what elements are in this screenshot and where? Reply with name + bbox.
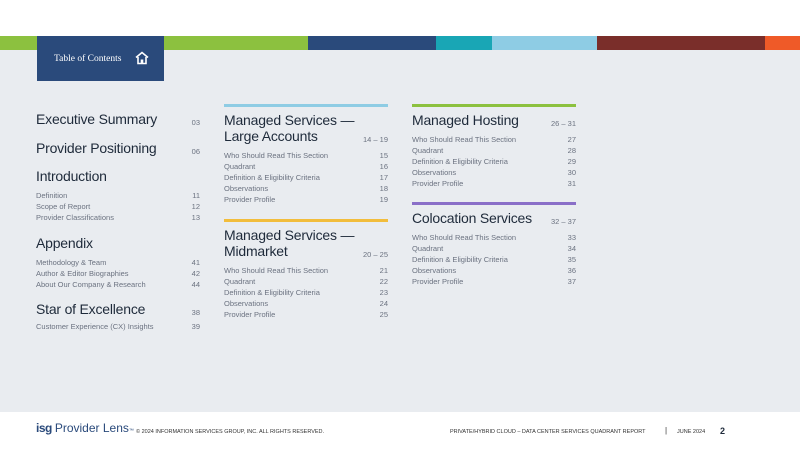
section-provider-positioning[interactable]: [36, 140, 200, 168]
stripe-lightblue: [492, 36, 597, 50]
list-item[interactable]: Definition & Eligibility Criteria 29: [412, 157, 576, 166]
toc-label: Table of Contents: [54, 53, 122, 64]
home-icon[interactable]: [135, 51, 149, 65]
section-title: Executive Summary: [36, 111, 158, 127]
section-introduction[interactable]: [36, 168, 200, 235]
list-item[interactable]: Who Should Read This Section 33: [412, 233, 576, 242]
report-title: PRIVATE/HYBRID CLOUD – DATA CENTER SERVICES QUADRANT REPORT: [450, 429, 646, 435]
footer-separator: |: [665, 426, 668, 435]
quadrant-color-bar: [224, 219, 388, 222]
section-title: Star of Excellence: [36, 301, 146, 317]
list-item[interactable]: Author & Editor Biographies 42: [36, 269, 200, 278]
list-item[interactable]: Provider Profile 19: [224, 195, 388, 204]
list-item[interactable]: Definition & Eligibility Criteria 35: [412, 255, 576, 264]
list-item[interactable]: Provider Profile 25: [224, 310, 388, 319]
section-title: Introduction: [36, 168, 107, 184]
list-item[interactable]: Provider Classifications 13: [36, 213, 200, 222]
left-toc-column: [36, 111, 200, 332]
copyright-text: © 2024 INFORMATION SERVICES GROUP, INC. ALL RIGHTS RESERVED.: [136, 429, 325, 435]
quadrant-pages: 20 – 25: [362, 250, 388, 259]
section-title: Provider Positioning: [36, 140, 157, 156]
section-page: 06: [191, 147, 200, 156]
section-title: Appendix: [36, 235, 93, 251]
footer: [0, 412, 800, 450]
quadrant-title-line2: Midmarket: [224, 243, 288, 259]
list-item[interactable]: Observations 18: [224, 184, 388, 193]
list-item[interactable]: Quadrant 22: [224, 277, 388, 286]
list-item[interactable]: Customer Experience (CX) Insights 39: [36, 322, 200, 331]
quadrant-title-line1: Managed Services —: [224, 112, 355, 128]
quadrant-title: Managed Hosting: [412, 112, 519, 128]
table-of-contents-tab[interactable]: [37, 36, 164, 81]
quadrant-colocation-services[interactable]: [412, 202, 576, 287]
quadrant-color-bar: [412, 104, 576, 107]
logo-text: Provider Lens: [54, 421, 129, 435]
list-item[interactable]: Definition & Eligibility Criteria 23: [224, 288, 388, 297]
stripe-teal: [436, 36, 492, 50]
list-item[interactable]: Quadrant 34: [412, 244, 576, 253]
quadrant-title: Colocation Services: [412, 210, 532, 226]
page-number: 2: [720, 426, 726, 436]
section-page: 38: [191, 308, 200, 317]
quadrant-color-bar: [224, 104, 388, 107]
list-item[interactable]: Scope of Report 12: [36, 202, 200, 211]
list-item[interactable]: Provider Profile 37: [412, 277, 576, 286]
list-item[interactable]: Observations 24: [224, 299, 388, 308]
list-item[interactable]: Who Should Read This Section 27: [412, 135, 576, 144]
list-item[interactable]: Who Should Read This Section 21: [224, 266, 388, 275]
section-star-of-excellence[interactable]: [36, 301, 200, 332]
logo-tm: ™: [128, 428, 134, 434]
quadrant-title-line1: Managed Services —: [224, 227, 355, 243]
logo-isg: isg: [36, 421, 52, 435]
quadrant-pages: 14 – 19: [362, 135, 388, 144]
list-item[interactable]: Quadrant 16: [224, 162, 388, 171]
list-item[interactable]: Who Should Read This Section 15: [224, 151, 388, 160]
list-item[interactable]: About Our Company & Research 44: [36, 280, 200, 289]
quadrant-title-line2: Large Accounts: [224, 128, 318, 144]
section-appendix[interactable]: [36, 235, 200, 301]
section-page: 03: [191, 118, 200, 127]
report-date: JUNE 2024: [677, 429, 706, 435]
quadrant-pages: 26 – 31: [550, 119, 576, 128]
list-item[interactable]: Observations 36: [412, 266, 576, 275]
section-executive-summary[interactable]: [36, 111, 200, 140]
list-item[interactable]: Observations 30: [412, 168, 576, 177]
stripe-orange: [765, 36, 800, 50]
quadrant-color-bar: [412, 202, 576, 205]
top-bar: [0, 0, 800, 36]
isg-provider-lens-logo[interactable]: [36, 421, 134, 435]
stripe-navy: [308, 36, 436, 50]
quadrant-managed-hosting[interactable]: [412, 104, 576, 189]
list-item[interactable]: Definition & Eligibility Criteria 17: [224, 173, 388, 182]
stripe-maroon: [597, 36, 765, 50]
list-item[interactable]: Definition 11: [36, 191, 200, 200]
quadrant-managed-services-large-accounts[interactable]: [224, 104, 388, 205]
list-item[interactable]: Methodology & Team 41: [36, 258, 200, 267]
quadrant-pages: 32 – 37: [550, 217, 576, 226]
quadrant-managed-services-midmarket[interactable]: [224, 219, 388, 320]
list-item[interactable]: Quadrant 28: [412, 146, 576, 155]
list-item[interactable]: Provider Profile 31: [412, 179, 576, 188]
